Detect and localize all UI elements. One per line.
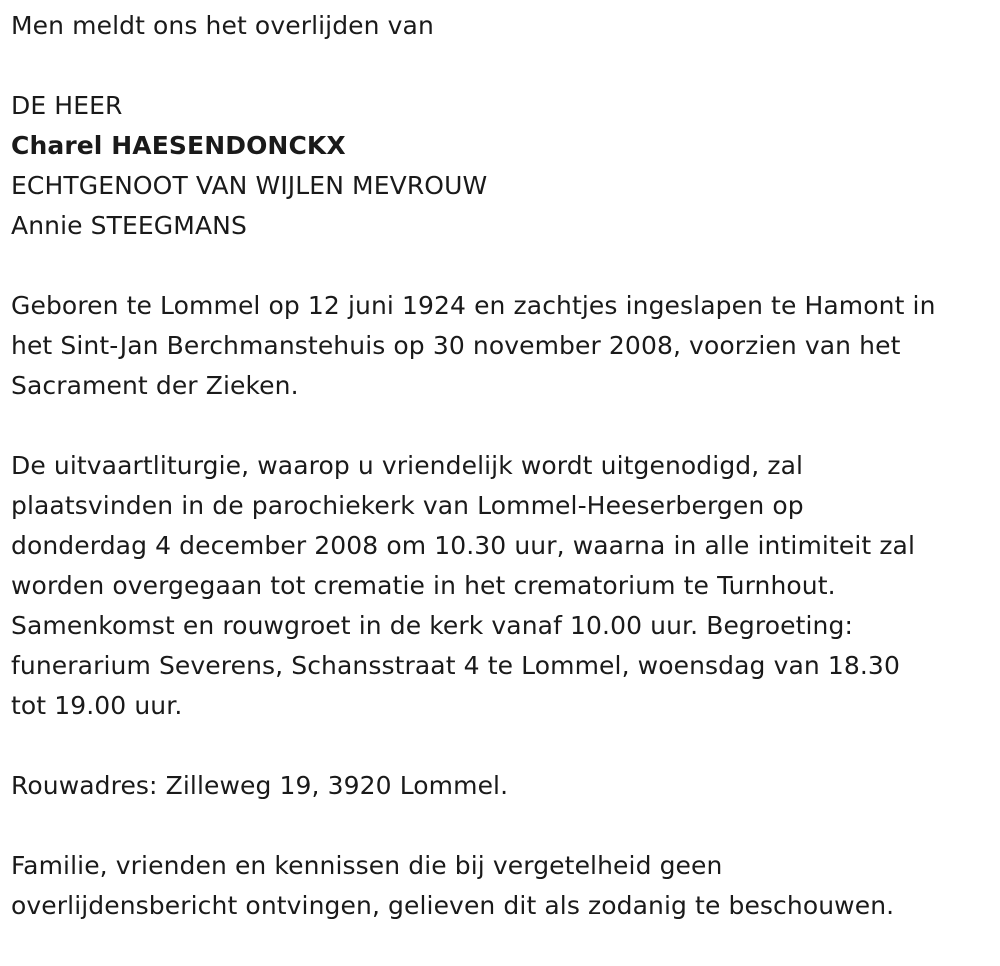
closing-paragraph: [11, 846, 1000, 926]
mourning-address: Rouwadres: Zilleweg 19, 3920 Lommel.: [11, 771, 509, 800]
spacer: [11, 406, 1000, 446]
paragraph-line: plaatsvinden in de parochiekerk van Lommel-Heeserbergen op: [11, 491, 804, 520]
paragraph-line: Geboren te Lommel op 12 juni 1924 en zachtjes ingeslapen te Hamont in: [11, 291, 936, 320]
paragraph-line: overlijdensbericht ontvingen, gelieven dit als zodanig te beschouwen.: [11, 891, 895, 920]
relation-text: ECHTGENOOT VAN WIJLEN MEVROUW: [11, 171, 488, 200]
funeral-paragraph: [11, 446, 1000, 726]
spacer: [11, 46, 1000, 86]
person-block: [11, 86, 1000, 246]
paragraph-line: worden overgegaan tot crematie in het crematorium te Turnhout.: [11, 571, 836, 600]
paragraph-line: tot 19.00 uur.: [11, 691, 183, 720]
paragraph-line: De uitvaartliturgie, waarop u vriendelijk wordt uitgenodigd, zal: [11, 451, 804, 480]
paragraph-line: Sacrament der Zieken.: [11, 371, 299, 400]
birth-death-paragraph: [11, 286, 1000, 406]
spacer: [11, 726, 1000, 766]
paragraph-line: Samenkomst en rouwgroet in de kerk vanaf 10.00 uur. Begroeting:: [11, 611, 853, 640]
spacer: [11, 806, 1000, 846]
intro-text: Men meldt ons het overlijden van: [11, 11, 434, 40]
person-title: DE HEER: [11, 91, 123, 120]
paragraph-line: donderdag 4 december 2008 om 10.30 uur, waarna in alle intimiteit zal: [11, 531, 916, 560]
paragraph-line: Familie, vrienden en kennissen die bij vergetelheid geen: [11, 851, 723, 880]
deceased-name: Charel HAESENDONCKX: [11, 131, 346, 160]
spouse-name: Annie STEEGMANS: [11, 211, 247, 240]
spacer: [11, 246, 1000, 286]
paragraph-line: funerarium Severens, Schansstraat 4 te Lommel, woensdag van 18.30: [11, 651, 900, 680]
paragraph-line: het Sint-Jan Berchmanstehuis op 30 november 2008, voorzien van het: [11, 331, 901, 360]
